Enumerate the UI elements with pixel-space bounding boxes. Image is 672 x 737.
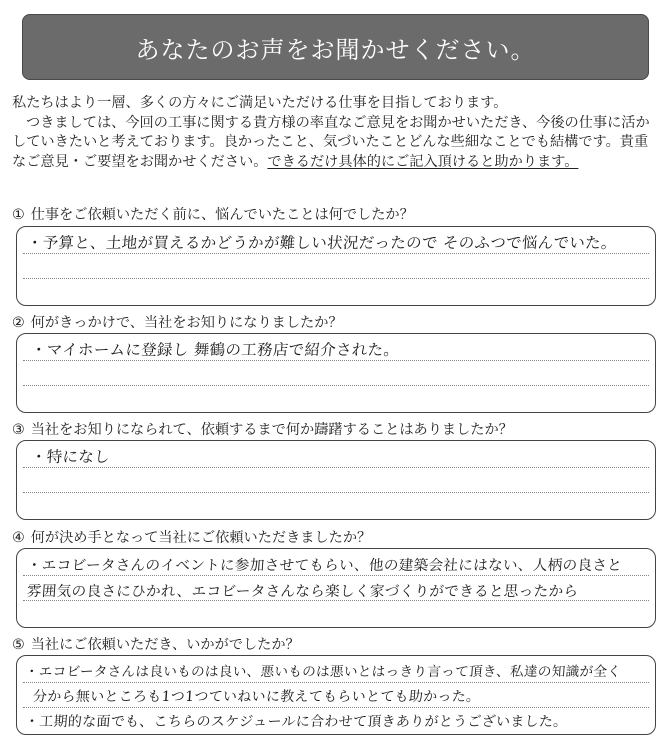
- question-2: [12, 314, 662, 332]
- question-text: 仕事をご依頼いただく前に、悩んでいたことは何でしたか？: [30, 207, 414, 223]
- answer-box-4: [16, 548, 656, 628]
- handwritten-answer: ・特になし: [30, 448, 111, 466]
- handwritten-answer: ・予算と、土地が買えるかどうかが難しい状況だったので そのふつで悩んでいた。: [26, 234, 618, 252]
- question-text: 当社をお知りになられて、依頼するまで何か躊躇することはありましたか？: [30, 422, 513, 438]
- answer-line: [23, 253, 649, 254]
- page-title: あなたのお声をお聞かせください。: [135, 35, 536, 64]
- answer-line: [23, 467, 649, 468]
- question-3: [12, 421, 662, 439]
- question-text: 何が決め手となって当社にご依頼いただきましたか？: [30, 530, 372, 546]
- intro-line-1: 私たちはより一層、多くの方々にご満足いただける仕事を目指しております。: [12, 95, 508, 111]
- handwritten-answer: ・マイホームに登録し 舞鶴の工務店で紹介された。: [30, 341, 400, 359]
- answer-box-5: [16, 655, 656, 735]
- handwritten-answer: 雰囲気の良さにひかれ、エコビータさんなら楽しく家づくりができると思ったから: [26, 583, 579, 600]
- answer-line: [23, 682, 649, 683]
- answer-box-1: [16, 226, 656, 306]
- question-4: [12, 529, 662, 547]
- question-number: ⑤: [12, 637, 25, 653]
- question-text: 当社にご依頼いただき、いかがでしたか？: [30, 637, 300, 653]
- answer-box-3: [16, 440, 656, 520]
- question-1: [12, 206, 662, 224]
- question-number: ④: [12, 530, 25, 546]
- question-5: [12, 636, 662, 654]
- intro-line-2: つきましては、今回の工事に関する貴方様の率直なご意見をお聞かせいただき、今後の仕事に活かしていきたいと考えております。良かったこと、気づいたことどんな些細なことでも結構です。貴重なご意見・ご要望をお聞かせください。: [12, 114, 650, 170]
- intro-underlined-text: できるだけ具体的にご記入頂けると助かります。: [267, 153, 579, 170]
- answer-line: [23, 360, 649, 361]
- answer-line: [23, 278, 649, 279]
- answer-line: [23, 707, 649, 708]
- handwritten-answer: ・工期的な面でも、こちらのスケジュールに合わせて頂きありがとうございました。: [24, 714, 569, 730]
- intro-text: [12, 94, 662, 172]
- intro-paragraph: [12, 114, 662, 173]
- question-number: ②: [12, 315, 25, 331]
- answer-line: [23, 492, 649, 493]
- handwritten-answer: ・エコビータさんは良いものは良い、悪いものは悪いとはっきり言って頂き、私達の知識が全く: [24, 664, 622, 680]
- answer-box-2: [16, 333, 656, 413]
- answer-line: [23, 385, 649, 386]
- answer-line: [23, 575, 649, 576]
- handwritten-answer: 分から無いところも1つ1つていねいに教えてもらいとても助かった。: [32, 689, 481, 705]
- question-number: ③: [12, 422, 25, 438]
- handwritten-answer: ・エコビータさんのイベントに参加させてもらい、他の建築会社にはない、人柄の良さと: [26, 557, 623, 574]
- question-text: 何がきっかけで、当社をお知りになりましたか？: [30, 315, 343, 331]
- question-number: ①: [12, 207, 25, 223]
- page-header: [22, 14, 649, 80]
